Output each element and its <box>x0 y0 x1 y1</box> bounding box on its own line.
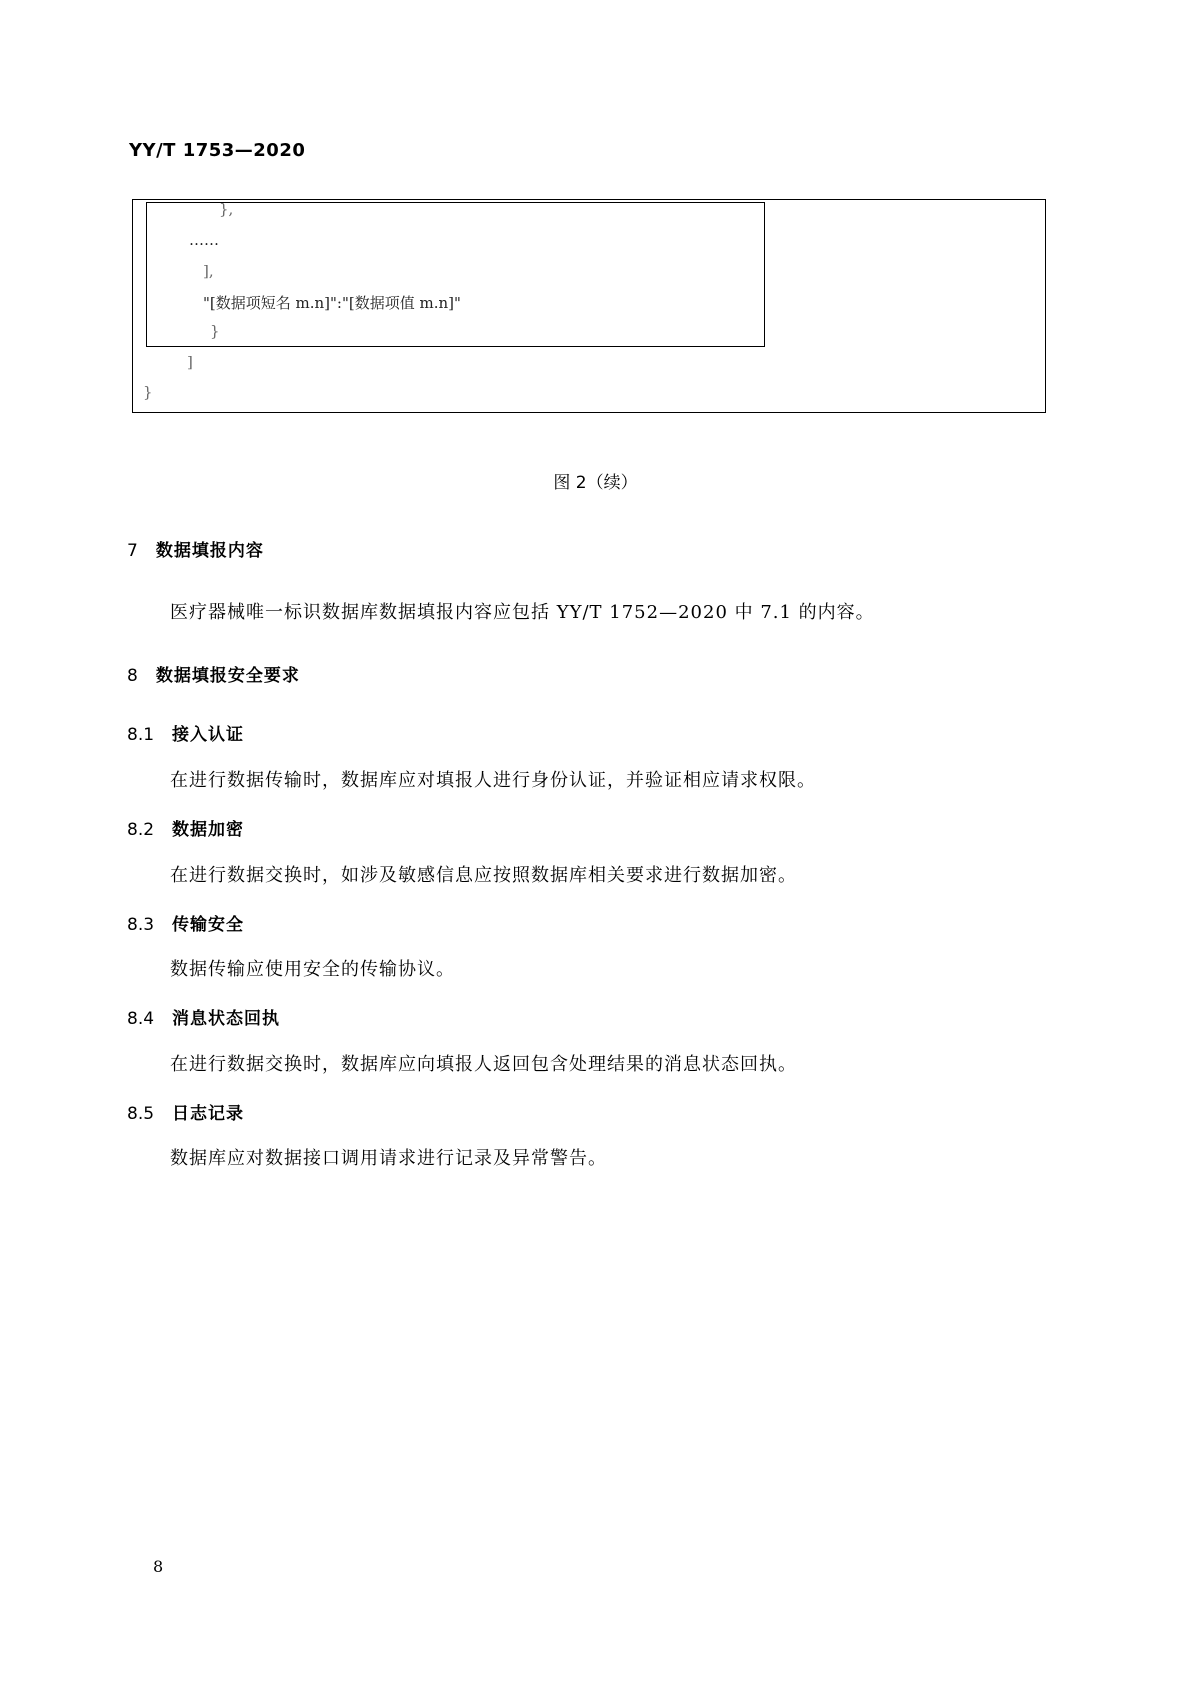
subsection-heading <box>127 815 244 840</box>
code-line: "[数据项短名 m.n]":"[数据项值 m.n]" <box>203 294 461 312</box>
section-title: 数据加密 <box>172 820 245 840</box>
section-number: 8.5 <box>127 1104 155 1124</box>
subsection-heading <box>127 720 244 745</box>
section-body: 医疗器械唯一标识数据库数据填报内容应包括 YY/T 1752—2020 中 7.1 的内容。 <box>170 602 875 623</box>
section-number: 8.3 <box>127 915 155 935</box>
subsection-heading <box>127 1004 280 1029</box>
section-title: 数据填报安全要求 <box>155 666 300 686</box>
section-number: 8.2 <box>127 820 155 840</box>
code-line: }, <box>219 200 234 218</box>
section-title: 接入认证 <box>172 725 245 745</box>
code-line: …… <box>189 231 219 249</box>
code-figure-inner-frame <box>146 202 765 347</box>
page-number: 8 <box>153 1557 164 1576</box>
section-number: 8.1 <box>127 725 155 745</box>
code-line: ], <box>203 262 214 280</box>
code-line: ] <box>187 353 193 371</box>
section-number: 7 <box>127 541 138 561</box>
section-number: 8 <box>127 666 138 686</box>
section-body: 数据传输应使用安全的传输协议。 <box>170 959 455 980</box>
code-line: } <box>210 322 220 340</box>
section-title: 数据填报内容 <box>155 541 264 561</box>
subsection-heading <box>127 1099 244 1124</box>
section-heading <box>127 536 264 561</box>
section-heading <box>127 661 300 686</box>
figure-caption: 图 2（续） <box>553 473 638 493</box>
section-number: 8.4 <box>127 1009 155 1029</box>
code-line: } <box>143 383 153 401</box>
section-title: 传输安全 <box>172 915 245 935</box>
subsection-heading <box>127 910 244 935</box>
standard-header: YY/T 1753—2020 <box>129 140 306 161</box>
section-title: 消息状态回执 <box>172 1009 281 1029</box>
section-body: 在进行数据传输时，数据库应对填报人进行身份认证，并验证相应请求权限。 <box>170 770 816 791</box>
section-body: 在进行数据交换时，数据库应向填报人返回包含处理结果的消息状态回执。 <box>170 1054 797 1075</box>
section-body: 在进行数据交换时，如涉及敏感信息应按照数据库相关要求进行数据加密。 <box>170 865 797 886</box>
section-body: 数据库应对数据接口调用请求进行记录及异常警告。 <box>170 1148 607 1169</box>
section-title: 日志记录 <box>172 1104 245 1124</box>
